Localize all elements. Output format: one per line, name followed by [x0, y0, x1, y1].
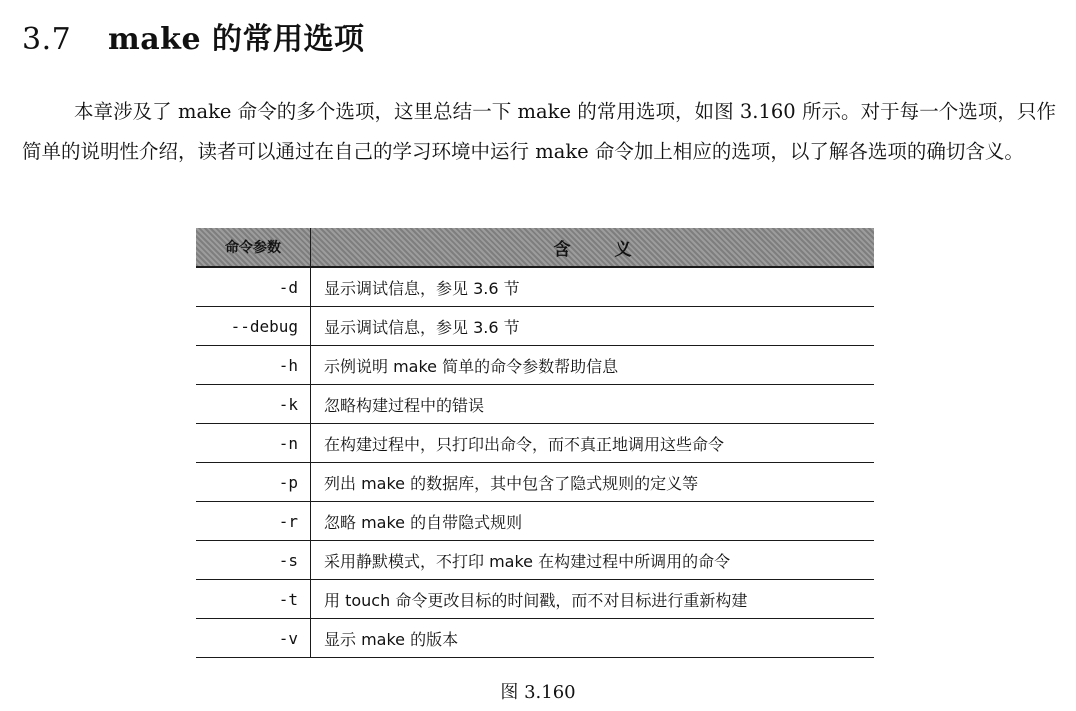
- table-row: [196, 541, 874, 580]
- table-row: [196, 267, 874, 307]
- header-meaning: 含义: [311, 228, 875, 267]
- option-meaning: 显示 make 的版本: [311, 619, 875, 658]
- option-meaning: 忽略 make 的自带隐式规则: [311, 502, 875, 541]
- table-row: [196, 385, 874, 424]
- option-meaning: 忽略构建过程中的错误: [311, 385, 875, 424]
- intro-paragraph: 本章涉及了 make 命令的多个选项，这里总结一下 make 的常用选项，如图 3.160 所示。对于每一个选项，只作简单的说明性介绍，读者可以通过在自己的学习环境中运行 make 命令加上相应的选项，以了解各选项的确切含义。: [22, 100, 1056, 163]
- option-meaning: 采用静默模式，不打印 make 在构建过程中所调用的命令: [311, 541, 875, 580]
- section-title: make 的常用选项: [108, 22, 365, 57]
- section-number: 3.7: [22, 22, 72, 57]
- header-param: 命令参数: [196, 228, 311, 267]
- option-param: -d: [196, 267, 311, 307]
- option-param: -h: [196, 346, 311, 385]
- option-param: -k: [196, 385, 311, 424]
- option-param: -t: [196, 580, 311, 619]
- section-heading: [22, 14, 365, 58]
- table-row: [196, 502, 874, 541]
- option-param: --debug: [196, 307, 311, 346]
- table-row: [196, 424, 874, 463]
- table-row: [196, 619, 874, 658]
- option-param: -s: [196, 541, 311, 580]
- option-param: -n: [196, 424, 311, 463]
- option-meaning: 列出 make 的数据库，其中包含了隐式规则的定义等: [311, 463, 875, 502]
- option-param: -v: [196, 619, 311, 658]
- option-param: -r: [196, 502, 311, 541]
- table-row: [196, 463, 874, 502]
- table-row: [196, 346, 874, 385]
- make-options-table: [196, 228, 874, 658]
- table-row: [196, 307, 874, 346]
- option-meaning: 在构建过程中，只打印出命令，而不真正地调用这些命令: [311, 424, 875, 463]
- option-param: -p: [196, 463, 311, 502]
- option-meaning: 显示调试信息，参见 3.6 节: [311, 267, 875, 307]
- figure-caption: 图 3.160: [500, 682, 576, 703]
- table-header-row: [196, 228, 874, 267]
- option-meaning: 用 touch 命令更改目标的时间戳，而不对目标进行重新构建: [311, 580, 875, 619]
- option-meaning: 示例说明 make 简单的命令参数帮助信息: [311, 346, 875, 385]
- option-meaning: 显示调试信息，参见 3.6 节: [311, 307, 875, 346]
- table-row: [196, 580, 874, 619]
